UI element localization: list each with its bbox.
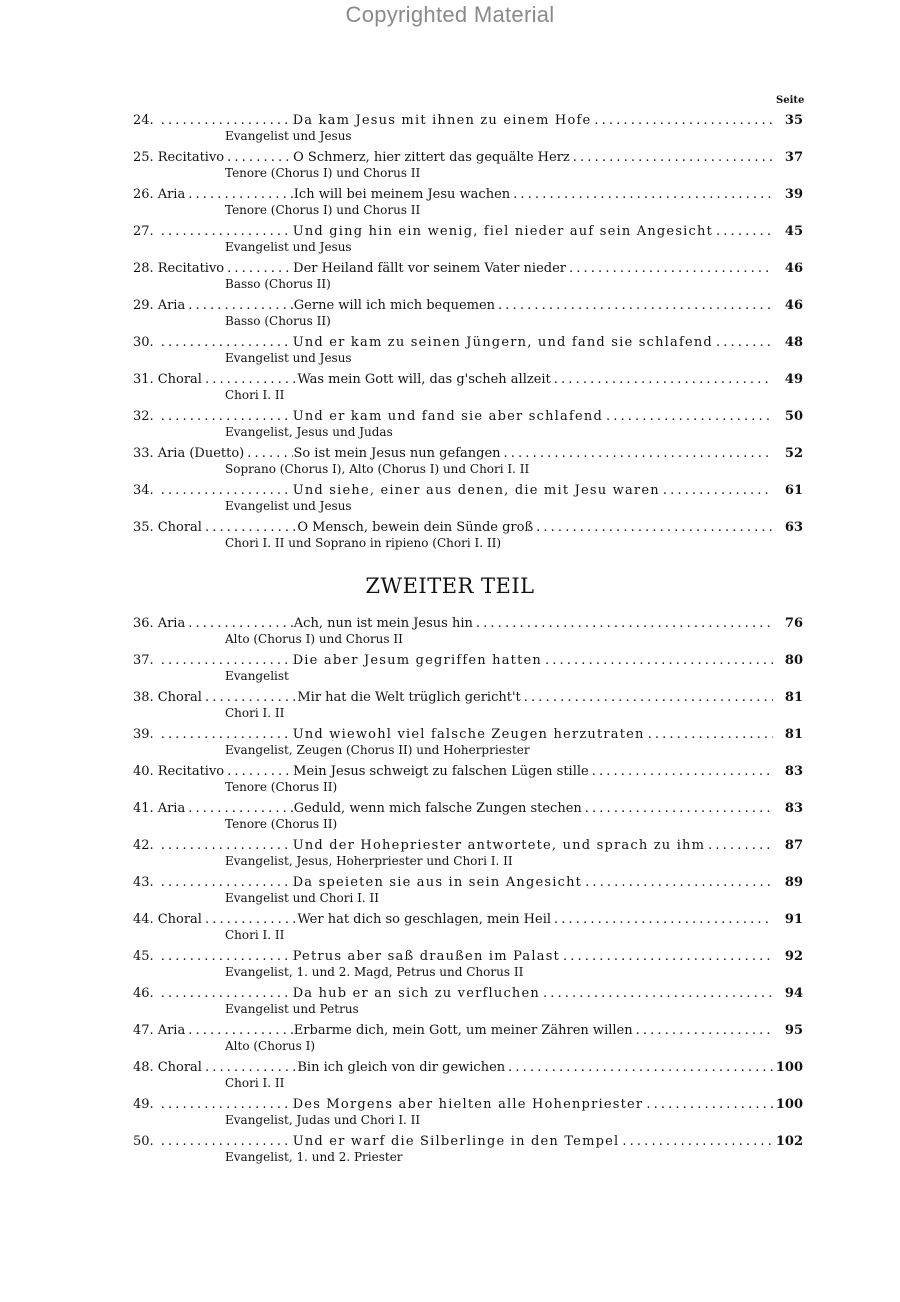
toc-entry [133, 444, 803, 481]
toc-page-number: 95 [784, 1023, 803, 1038]
toc-page-number: 46 [784, 261, 803, 276]
toc-voices: Tenore (Chorus II) [225, 780, 338, 794]
leader-dots [533, 518, 773, 538]
toc-title: Geduld, wenn mich falsche Zungen stechen [293, 801, 582, 816]
toc-number: 45. [133, 949, 154, 964]
toc-entry [133, 296, 803, 333]
toc-voices: Chori I. II [225, 388, 285, 402]
toc-entry [133, 1021, 803, 1058]
leader-dots [560, 947, 773, 967]
toc-voices: Chori I. II [225, 706, 285, 720]
toc-title: Und er kam zu seinen Jüngern, und fand sie schlafend [292, 335, 713, 350]
toc-entry [133, 148, 803, 185]
toc-entry [133, 1095, 803, 1132]
toc-movement-type: Aria [157, 187, 186, 202]
toc-voices: Evangelist, Jesus, Hoherpriester und Chori I. II [225, 854, 513, 868]
toc-page-number: 91 [784, 912, 803, 927]
toc-voices: Evangelist und Jesus [225, 351, 352, 365]
toc-page-number: 46 [784, 298, 803, 313]
toc-number: 41. [133, 801, 154, 816]
toc-page-number: 83 [784, 764, 803, 779]
toc-voices: Tenore (Chorus I) und Chorus II [225, 203, 421, 217]
toc-voices: Chori I. II und Soprano in ripieno (Chori I. II) [225, 536, 502, 550]
toc-voices: Evangelist und Chori I. II [225, 891, 380, 905]
leader-dots [589, 762, 773, 782]
toc-page-number: 94 [784, 986, 803, 1001]
toc-entry [133, 222, 803, 259]
toc-page-number: 76 [784, 616, 803, 631]
leader-dots [643, 1095, 773, 1115]
leader-dots [591, 111, 773, 131]
leader-dots [542, 651, 773, 671]
toc-voices: Evangelist, Zeugen (Chorus II) und Hoherpriester [225, 743, 530, 757]
toc-title: Und ging hin ein wenig, fiel nieder auf sein Angesicht [292, 224, 714, 239]
toc-entry [133, 518, 803, 555]
toc-page-number: 83 [784, 801, 803, 816]
toc-entry [133, 725, 803, 762]
leader-dots [510, 185, 773, 205]
toc-voices: Chori I. II [225, 928, 285, 942]
leader-dots [705, 836, 773, 856]
toc-voices: Evangelist und Jesus [225, 129, 352, 143]
toc-number: 33. [133, 446, 154, 461]
toc-page-number: 61 [784, 483, 803, 498]
toc-page-number: 81 [784, 727, 803, 742]
part2-toc-list [133, 614, 803, 1169]
toc-voices: Tenore (Chorus I) und Chorus II [225, 166, 421, 180]
toc-page-number: 87 [784, 838, 803, 853]
toc-movement-type: Choral [157, 372, 202, 387]
toc-number: 49. [133, 1097, 154, 1112]
leader-dots [603, 407, 773, 427]
toc-page-number: 81 [784, 690, 803, 705]
toc-entry [133, 259, 803, 296]
toc-entry [133, 614, 803, 651]
toc-title: Und er warf die Silberlinge in den Tempel [292, 1134, 620, 1149]
toc-page-number: 52 [784, 446, 803, 461]
toc-page-number: 50 [784, 409, 803, 424]
toc-page-number: 102 [775, 1134, 803, 1149]
toc-number: 44. [133, 912, 154, 927]
toc-movement-type: Recitativo [157, 764, 225, 779]
toc-entry [133, 370, 803, 407]
leader-dots [551, 910, 773, 930]
leader-dots [645, 725, 773, 745]
toc-page-number: 63 [784, 520, 803, 535]
toc-title: Da kam Jesus mit ihnen zu einem Hofe [292, 113, 592, 128]
toc-voices: Evangelist, 1. und 2. Priester [225, 1150, 403, 1164]
toc-title: Da speieten sie aus in sein Angesicht [292, 875, 583, 890]
toc-voices: Evangelist, Judas und Chori I. II [225, 1113, 421, 1127]
leader-dots [570, 148, 773, 168]
toc-entry [133, 873, 803, 910]
toc-movement-type: Choral [157, 520, 202, 535]
leader-dots [713, 222, 773, 242]
toc-page-number: 48 [784, 335, 803, 350]
toc-title: Ich will bei meinem Jesu wachen [293, 187, 511, 202]
toc-number: 25. [133, 150, 154, 165]
toc-voices: Basso (Chorus II) [225, 314, 331, 328]
toc-title: Mein Jesus schweigt zu falschen Lügen stille [293, 764, 589, 779]
toc-page-number: 49 [784, 372, 803, 387]
leader-dots [551, 370, 773, 390]
toc-number: 28. [133, 261, 154, 276]
leader-dots [540, 984, 773, 1004]
toc-number: 46. [133, 986, 154, 1001]
toc-voices: Alto (Chorus I) [225, 1039, 316, 1053]
toc-title: Ach, nun ist mein Jesus hin [293, 616, 473, 631]
toc-title: Und wiewohl viel falsche Zeugen herzutraten [292, 727, 645, 742]
toc-page-number: 80 [784, 653, 803, 668]
toc-number: 39. [133, 727, 154, 742]
toc-title: O Schmerz, hier zittert das gequälte Herz [293, 150, 570, 165]
leader-dots [660, 481, 773, 501]
toc-movement-type: Recitativo [157, 261, 225, 276]
leader-dots [633, 1021, 773, 1041]
toc-title: Was mein Gott will, das g'scheh allzeit [297, 372, 551, 387]
toc-page-number: 37 [784, 150, 803, 165]
toc-voices: Chori I. II [225, 1076, 285, 1090]
copyright-watermark: Copyrighted Material [345, 2, 555, 27]
toc-title: Des Morgens aber hielten alle Hohenpriester [292, 1097, 644, 1112]
toc-entry [133, 1132, 803, 1169]
toc-number: 38. [133, 690, 154, 705]
toc-entry [133, 762, 803, 799]
toc-movement-type: Recitativo [157, 150, 225, 165]
toc-movement-type: Aria [157, 616, 186, 631]
toc-number: 50. [133, 1134, 154, 1149]
toc-title: Und der Hohepriester antwortete, und sprach zu ihm [292, 838, 706, 853]
leader-dots [582, 873, 773, 893]
toc-number: 36. [133, 616, 154, 631]
toc-movement-type: Choral [157, 690, 202, 705]
toc-page-number: 45 [784, 224, 803, 239]
page-column-label: Seite [776, 95, 805, 106]
toc-voices: Evangelist, Jesus und Judas [225, 425, 393, 439]
toc-page-number: 89 [784, 875, 803, 890]
toc-voices: Soprano (Chorus I), Alto (Chorus I) und Chori I. II [225, 462, 530, 476]
toc-entry [133, 333, 803, 370]
toc-entry [133, 481, 803, 518]
leader-dots [619, 1132, 773, 1152]
toc-voices: Evangelist [225, 669, 289, 683]
toc-movement-type: Choral [157, 912, 202, 927]
toc-number: 30. [133, 335, 154, 350]
toc-title: Und siehe, einer aus denen, die mit Jesu waren [292, 483, 660, 498]
toc-number: 35. [133, 520, 154, 535]
leader-dots [521, 688, 773, 708]
toc-movement-type: Aria [157, 801, 186, 816]
toc-number: 37. [133, 653, 154, 668]
toc-entry [133, 407, 803, 444]
toc-voices: Evangelist, 1. und 2. Magd, Petrus und Chorus II [225, 965, 524, 979]
part2-heading: ZWEITER TEIL [365, 574, 535, 598]
toc-number: 29. [133, 298, 154, 313]
toc-voices: Basso (Chorus II) [225, 277, 331, 291]
toc-entry [133, 947, 803, 984]
toc-title: Wer hat dich so geschlagen, mein Heil [297, 912, 552, 927]
toc-voices: Tenore (Chorus II) [225, 817, 338, 831]
toc-number: 42. [133, 838, 154, 853]
toc-voices: Alto (Chorus I) und Chorus II [225, 632, 403, 646]
toc-page-number: 92 [784, 949, 803, 964]
toc-page-number: 39 [784, 187, 803, 202]
toc-number: 40. [133, 764, 154, 779]
toc-number: 24. [133, 113, 154, 128]
toc-page-number: 100 [775, 1060, 803, 1075]
toc-title: O Mensch, bewein dein Sünde groß [297, 520, 534, 535]
toc-title: Mir hat die Welt trüglich gericht't [297, 690, 521, 705]
toc-entry [133, 651, 803, 688]
toc-title: Und er kam und fand sie aber schlafend [292, 409, 603, 424]
leader-dots [495, 296, 773, 316]
toc-number: 26. [133, 187, 154, 202]
toc-number: 32. [133, 409, 154, 424]
toc-number: 27. [133, 224, 154, 239]
toc-number: 48. [133, 1060, 154, 1075]
toc-number: 43. [133, 875, 154, 890]
leader-dots [505, 1058, 773, 1078]
toc-title: Die aber Jesum gegriffen hatten [292, 653, 542, 668]
toc-page-number: 100 [775, 1097, 803, 1112]
toc-title: Gerne will ich mich bequemen [293, 298, 496, 313]
toc-title: Da hub er an sich zu verfluchen [292, 986, 540, 1001]
leader-dots [582, 799, 773, 819]
toc-voices: Evangelist und Jesus [225, 240, 352, 254]
toc-number: 31. [133, 372, 154, 387]
leader-dots [713, 333, 773, 353]
toc-entry [133, 688, 803, 725]
toc-number: 34. [133, 483, 154, 498]
toc-number: 47. [133, 1023, 154, 1038]
toc-movement-type: Choral [157, 1060, 202, 1075]
toc-title: Bin ich gleich von dir gewichen [297, 1060, 506, 1075]
part1-toc-list [133, 111, 803, 555]
toc-entry [133, 799, 803, 836]
toc-title: So ist mein Jesus nun gefangen [293, 446, 501, 461]
toc-title: Der Heiland fällt vor seinem Vater nieder [293, 261, 566, 276]
toc-entry [133, 111, 803, 148]
toc-title: Erbarme dich, mein Gott, um meiner Zähren willen [293, 1023, 633, 1038]
toc-title: Petrus aber saß draußen im Palast [292, 949, 560, 964]
toc-entry [133, 1058, 803, 1095]
toc-movement-type: Aria [157, 298, 186, 313]
toc-movement-type: Aria [157, 1023, 186, 1038]
toc-movement-type: Aria (Duetto) [157, 446, 245, 461]
toc-voices: Evangelist und Jesus [225, 499, 352, 513]
toc-entry [133, 185, 803, 222]
toc-entry [133, 984, 803, 1021]
toc-entry [133, 910, 803, 947]
leader-dots [473, 614, 773, 634]
leader-dots [501, 444, 773, 464]
toc-voices: Evangelist und Petrus [225, 1002, 359, 1016]
toc-page-number: 35 [784, 113, 803, 128]
toc-entry [133, 836, 803, 873]
leader-dots [566, 259, 773, 279]
